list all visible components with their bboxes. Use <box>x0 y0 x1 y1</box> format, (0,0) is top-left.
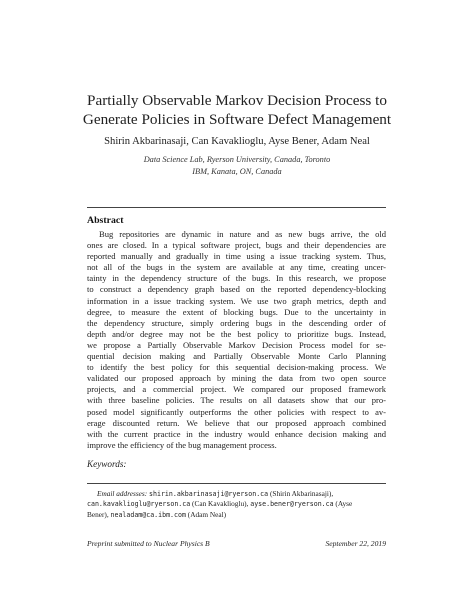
email-link[interactable]: can.kavaklioglu@ryerson.ca <box>87 500 191 509</box>
footnote-email-addresses <box>87 489 386 520</box>
email-link[interactable]: shirin.akbarinasaji@ryerson.ca <box>149 490 269 498</box>
abstract-line: we propose a Partially Observable Markov Decision Process model for se- <box>87 339 386 350</box>
paper-title <box>60 92 414 129</box>
abstract-line: not all of the bugs in the system are available at any time, creating uncer- <box>87 262 386 273</box>
abstract-line: quential decision making and Partially Observable Monte Carlo Planning <box>87 351 386 362</box>
footnote-label: Email addresses: <box>97 489 148 498</box>
abstract-line: tainty in the dependency structure of the bugs. In this research, we propose <box>87 273 386 284</box>
author-list: Shirin Akbarinasaji, Can Kavaklioglu, Ayse Bener, Adam Neal <box>104 136 370 147</box>
preprint-note: Preprint submitted to Nuclear Physics B <box>87 539 210 548</box>
abstract-line: erage discounted return. We believe that our proposed approach combined <box>87 417 386 428</box>
section-divider <box>87 207 386 208</box>
abstract-text <box>87 229 386 451</box>
abstract-heading: Abstract <box>87 215 124 226</box>
abstract-line: with three baseline policies. The results on all datasets show that our pro- <box>87 395 386 406</box>
email-link[interactable]: ayse.bener@ryerson.ca <box>250 500 334 509</box>
footnote-name: Bener), <box>87 509 109 519</box>
abstract-line: to construct a dependency graph based on the reported dependency-blocking <box>87 284 386 295</box>
keywords-label: Keywords: <box>87 459 127 469</box>
date-stamp: September 22, 2019 <box>325 539 386 548</box>
abstract-line: degree, to measure the extent of blocking bugs. Due to the uncertainty in <box>87 306 386 317</box>
abstract-line: projects, and a commercial project. We compared our proposed framework <box>87 384 386 395</box>
abstract-line: validated our proposed approach by mining the data from two open source <box>87 373 386 384</box>
email-link[interactable]: nealadam@ca.ibm.com <box>110 510 186 519</box>
abstract-line: with the current practice in the industry would enhance decision making and <box>87 428 386 439</box>
abstract-line: the dependency structure, simply ordering bugs in the descending order of <box>87 317 386 328</box>
abstract-line: to identify the best policy for this sequential decision-making process. We <box>87 362 386 373</box>
abstract-line: posed model significantly outperforms the other policies with respect to av- <box>87 406 386 417</box>
affiliation: IBM, Kanata, ON, Canada <box>192 166 282 176</box>
abstract-line: reported manually and gradually in time using a issue tracking system. Thus, <box>87 251 386 262</box>
abstract-line: ones are closed. In a typical software project, bugs and their dependencies are <box>87 240 386 251</box>
abstract-line: information in a issue tracking system. We use two graph metrics, depth and <box>87 295 386 306</box>
title-line: Generate Policies in Software Defect Management <box>82 110 392 128</box>
footnote-name: (Can Kavaklioglu), <box>192 499 249 509</box>
footnote-name: (Shirin Akbarinasaji), <box>269 489 334 498</box>
footnote-divider <box>87 483 386 484</box>
abstract-line: depth and/or degree may not be the best policy to prioritize bugs. Instead, <box>87 328 386 339</box>
abstract-line: improve the efficiency of the bug management process. <box>87 439 277 450</box>
affiliation: Data Science Lab, Ryerson University, Canada, Toronto <box>143 155 331 164</box>
title-line: Partially Observable Markov Decision Process to <box>87 92 387 109</box>
footnote-name: (Adam Neal) <box>187 509 227 519</box>
footnote-name: (Ayse <box>335 499 353 509</box>
abstract-line: Bug repositories are dynamic in nature and as new bugs arrive, the old <box>99 229 386 239</box>
affiliations <box>40 154 434 177</box>
